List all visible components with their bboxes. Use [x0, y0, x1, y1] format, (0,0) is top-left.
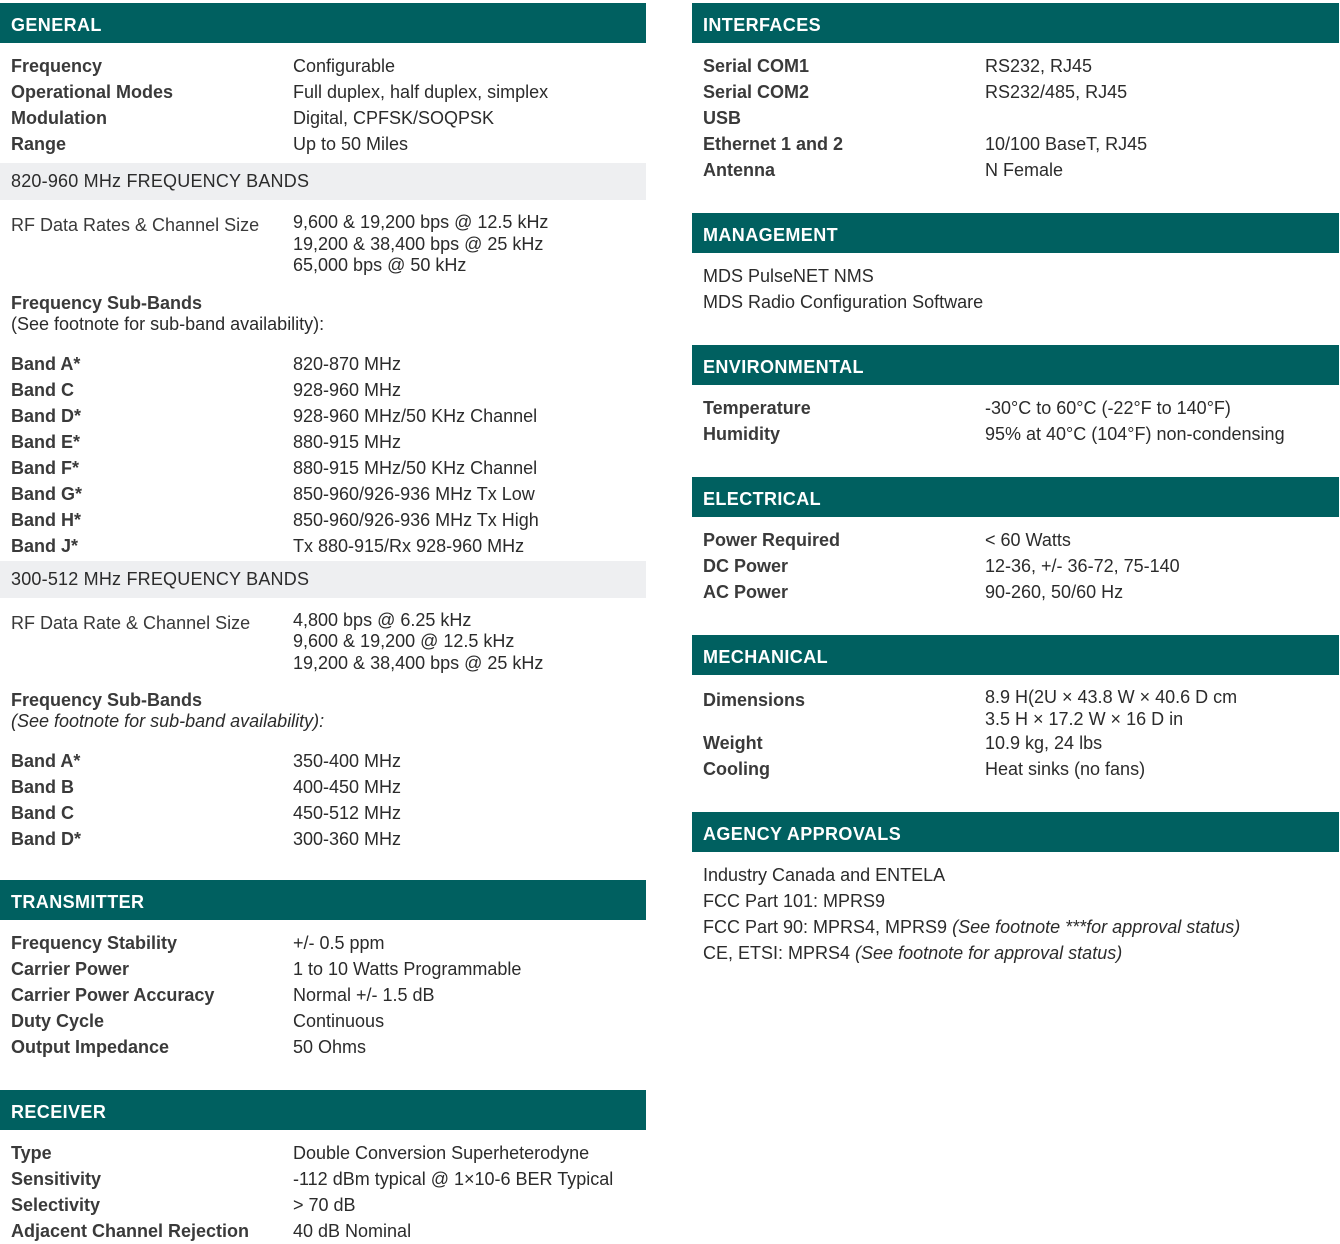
right-column	[692, 3, 1339, 996]
receiver-body	[0, 1130, 646, 1244]
band-820-header: 820-960 MHz FREQUENCY BANDS	[0, 163, 646, 200]
spec-row: Carrier Power 1 to 10 Watts Programmable	[11, 959, 522, 979]
left-column	[0, 3, 646, 1244]
spec-row: Frequency Stability +/- 0.5 ppm	[11, 933, 385, 953]
transmitter-header: TRANSMITTER	[0, 880, 646, 920]
band-row: Band E* 880-915 MHz	[11, 431, 402, 452]
band-300-header: 300-512 MHz FREQUENCY BANDS	[0, 561, 646, 598]
general-header: GENERAL	[0, 3, 646, 43]
environmental-body	[692, 385, 1339, 447]
spec-row: Adjacent Channel Rejection 40 dB Nominal	[11, 1221, 412, 1241]
spec-row: Serial COM2 RS232/485, RJ45	[703, 82, 1128, 102]
receiver-header: RECEIVER	[0, 1090, 646, 1130]
band-row: Band H* 850-960/926-936 MHz Tx High	[11, 509, 539, 530]
general-section	[0, 3, 646, 163]
spec-row: Dimensions 8.9 H(2U × 43.8 W × 40.6 D cm 3.5 H × 17.2 W × 16 D in	[703, 687, 1238, 729]
management-body: MDS PulseNET NMS MDS Radio Configuration Software	[703, 266, 984, 312]
spec-row: Antenna N Female	[703, 160, 1064, 180]
mechanical-header: MECHANICAL	[692, 635, 1339, 675]
spec-row: Modulation Digital, CPFSK/SOQPSK	[11, 108, 495, 128]
spec-row: RF Data Rates & Channel Size 9,600 & 19,200 bps @ 12.5 kHz 19,200 & 38,400 bps @ 25 kHz 65,000 bps @ 50 kHz	[11, 212, 549, 275]
band-820-body	[0, 200, 646, 559]
subbands-note: Frequency Sub-Bands (See footnote for sub-band availability):	[11, 292, 325, 334]
agency-line: FCC Part 90: MPRS4, MPRS9 (See footnote ***for approval status)	[703, 917, 1241, 937]
band-row: Band A* 820-870 MHz	[11, 353, 402, 374]
band-row: Band B 400-450 MHz	[11, 777, 402, 797]
electrical-header: ELECTRICAL	[692, 477, 1339, 517]
interfaces-header: INTERFACES	[692, 3, 1339, 43]
spec-row: Operational Modes Full duplex, half duplex, simplex	[11, 82, 549, 102]
band-row: Band J* Tx 880-915/Rx 928-960 MHz	[11, 535, 525, 556]
spec-row: Humidity 95% at 40°C (104°F) non-condensing	[703, 424, 1285, 444]
interfaces-section	[692, 3, 1339, 183]
mechanical-section	[692, 635, 1339, 782]
band-row: Band A* 350-400 MHz	[11, 751, 402, 771]
environmental-header: ENVIRONMENTAL	[692, 345, 1339, 385]
mechanical-body	[692, 675, 1339, 782]
band-row: Band D* 928-960 MHz/50 KHz Channel	[11, 405, 538, 426]
spec-row: Ethernet 1 and 2 10/100 BaseT, RJ45	[703, 134, 1148, 154]
transmitter-body	[0, 920, 646, 1060]
electrical-section	[692, 477, 1339, 605]
transmitter-section	[0, 880, 646, 1060]
receiver-section	[0, 1090, 646, 1244]
spec-row: Output Impedance 50 Ohms	[11, 1037, 367, 1057]
spec-row: Weight 10.9 kg, 24 lbs	[703, 733, 1103, 753]
band-row: Band C 450-512 MHz	[11, 803, 402, 823]
spec-row: RF Data Rate & Channel Size 4,800 bps @ 6.25 kHz 9,600 & 19,200 @ 12.5 kHz 19,200 & 38,400 bps @ 25 kHz	[11, 609, 544, 673]
spec-row: USB	[703, 108, 742, 128]
agency-header: AGENCY APPROVALS	[692, 812, 1339, 852]
spec-row: Type Double Conversion Superheterodyne	[11, 1143, 590, 1163]
management-header: MANAGEMENT	[692, 213, 1339, 253]
general-body	[0, 43, 646, 163]
spec-row: Carrier Power Accuracy Normal +/- 1.5 dB	[11, 985, 435, 1005]
agency-section	[692, 812, 1339, 966]
electrical-body	[692, 517, 1339, 605]
band-row: Band C 928-960 MHz	[11, 379, 402, 400]
band-row: Band D* 300-360 MHz	[11, 829, 402, 849]
agency-line: CE, ETSI: MPRS4 (See footnote for approval status)	[703, 943, 1123, 963]
band-300-section	[0, 561, 646, 853]
spec-row: Cooling Heat sinks (no fans)	[703, 759, 1146, 779]
spec-row: Sensitivity -112 dBm typical @ 1×10-6 BER Typical	[11, 1169, 614, 1189]
spec-row: DC Power 12-36, +/- 36-72, 75-140	[703, 556, 1180, 576]
band-300-body	[0, 598, 646, 853]
management-section	[692, 213, 1339, 315]
interfaces-body	[692, 43, 1339, 183]
subbands-note: Frequency Sub-Bands (See footnote for sub-band availability):	[11, 690, 325, 731]
band-row: Band G* 850-960/926-936 MHz Tx Low	[11, 483, 535, 504]
spec-row: Frequency Configurable	[11, 56, 396, 76]
spec-row: Power Required < 60 Watts	[703, 530, 1071, 550]
spec-row: AC Power 90-260, 50/60 Hz	[703, 582, 1124, 602]
spec-row: Duty Cycle Continuous	[11, 1011, 385, 1031]
spec-row: Serial COM1 RS232, RJ45	[703, 56, 1093, 76]
band-row: Band F* 880-915 MHz/50 KHz Channel	[11, 457, 538, 478]
spec-row: Range Up to 50 Miles	[11, 134, 409, 154]
band-820-section	[0, 163, 646, 559]
agency-body: Industry Canada and ENTELA FCC Part 101: MPRS9 FCC Part 90: MPRS4, MPRS9 (See footnote ***for approval status) CE, ETSI: MPRS4 (See footnote for approval status)	[692, 852, 1339, 966]
environmental-section	[692, 345, 1339, 447]
spec-row: Selectivity > 70 dB	[11, 1195, 356, 1215]
spec-row: Temperature -30°C to 60°C (-22°F to 140°F)	[703, 398, 1231, 418]
